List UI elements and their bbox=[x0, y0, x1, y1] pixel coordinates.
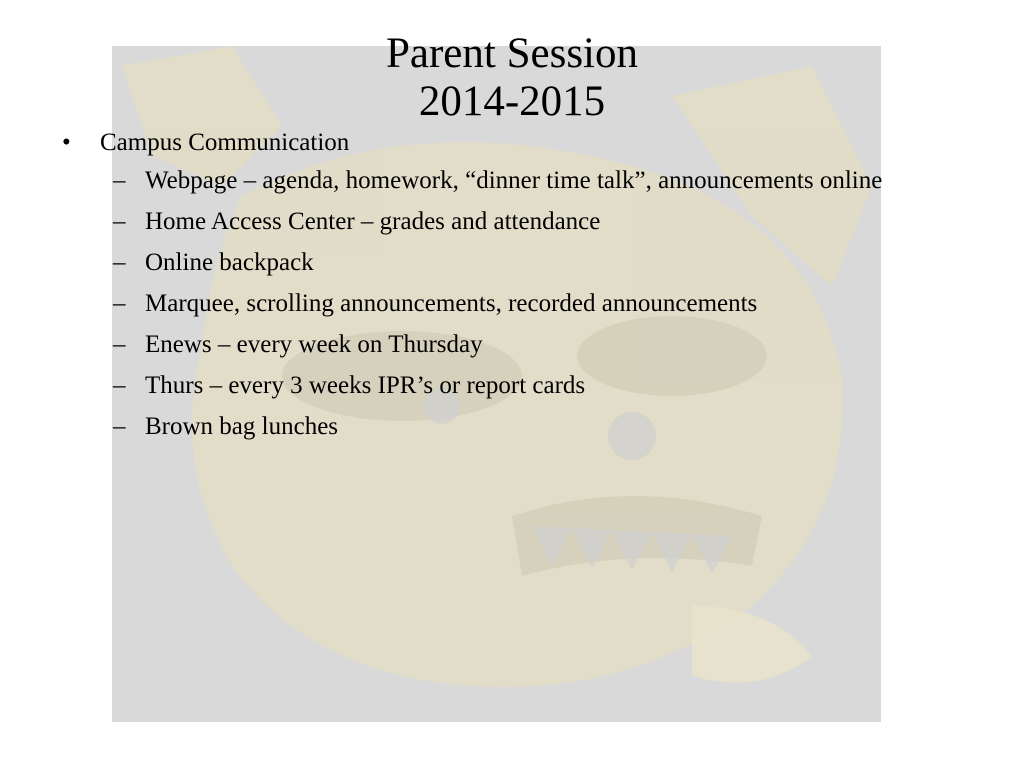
slide-title-line-1: Parent Session bbox=[385, 30, 639, 77]
slide-title bbox=[0, 30, 1024, 126]
dash-marker: – bbox=[113, 413, 126, 440]
sub-bullet-item bbox=[55, 410, 915, 443]
dash-marker: – bbox=[113, 208, 126, 235]
sub-bullet-item bbox=[55, 328, 915, 361]
sub-bullet-text: Brown bag lunches bbox=[145, 413, 339, 440]
sub-bullet-text: Home Access Center – grades and attendance bbox=[145, 208, 601, 235]
sub-bullet-item bbox=[55, 287, 915, 320]
dash-marker: – bbox=[113, 290, 126, 317]
bullet-marker: • bbox=[62, 129, 71, 156]
sub-bullet-text: Marquee, scrolling announcements, recorded announcements bbox=[145, 290, 758, 317]
dash-marker: – bbox=[113, 372, 126, 399]
sub-bullet-item bbox=[55, 205, 915, 238]
sub-bullet-item bbox=[55, 369, 915, 402]
sub-bullet-text: Webpage – agenda, homework, “dinner time talk”, announcements online bbox=[145, 167, 883, 194]
sub-bullet-item bbox=[55, 246, 915, 279]
sub-bullet-list bbox=[55, 164, 955, 443]
slide-content bbox=[55, 126, 955, 451]
dash-marker: – bbox=[113, 249, 126, 276]
dash-marker: – bbox=[113, 167, 126, 194]
bullet-campus-communication bbox=[55, 126, 955, 160]
sub-bullet-item bbox=[55, 164, 915, 197]
slide-title-line-2: 2014-2015 bbox=[418, 78, 606, 125]
sub-bullet-text: Enews – every week on Thursday bbox=[145, 331, 483, 358]
bullet-text: Campus Communication bbox=[100, 129, 350, 156]
dash-marker: – bbox=[113, 331, 126, 358]
sub-bullet-text: Online backpack bbox=[145, 249, 314, 276]
sub-bullet-text: Thurs – every 3 weeks IPR’s or report cards bbox=[145, 372, 586, 399]
